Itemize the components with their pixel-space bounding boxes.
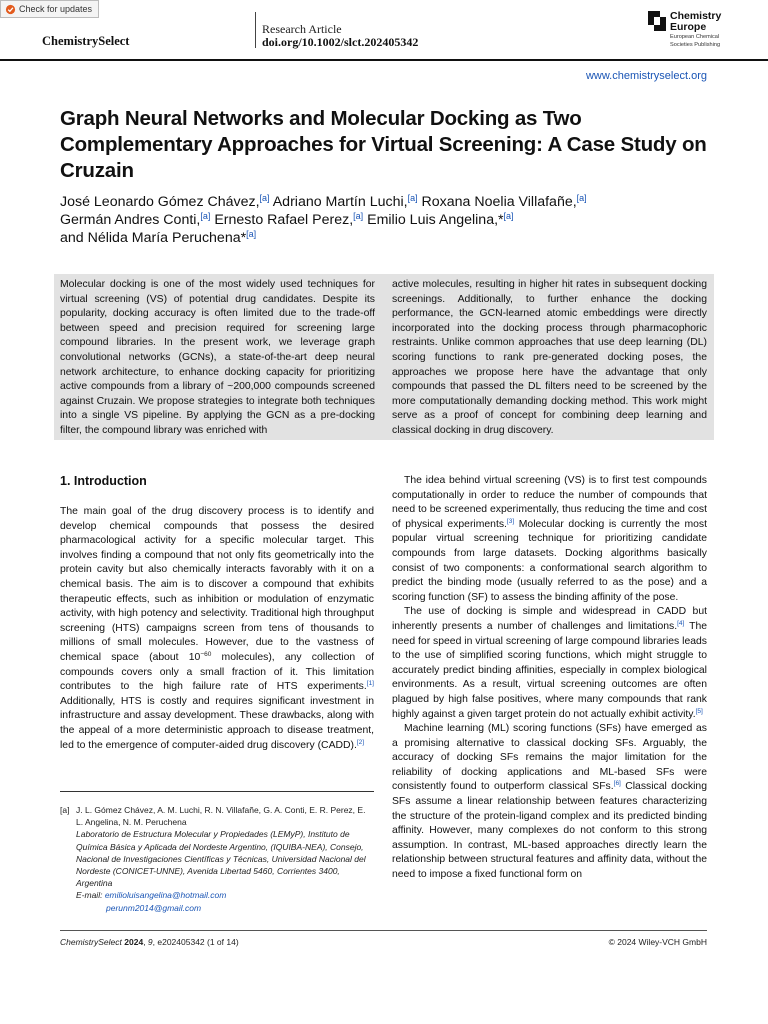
author-affiliation-link[interactable]: [a] <box>246 229 257 239</box>
footer-copyright: © 2024 Wiley-VCH GmbH <box>608 937 707 947</box>
paragraph <box>392 474 707 605</box>
citation-link[interactable]: [3] <box>506 517 515 525</box>
paragraph <box>392 722 707 883</box>
affiliation-footnote <box>60 804 374 914</box>
email-link[interactable]: perunm2014@gmail.com <box>106 902 202 913</box>
text-run: The idea behind virtual screening (VS) is to first test compounds computationally in order to reduce the number of compounds that need to be screened experimentally, thus reducing the time and cost of physical experiments. <box>392 475 707 530</box>
text-run: Additionally, HTS is costly and requires significant investment in infrastructure and assay development. These drawbacks, along with the appeal of a more deterministic approach to disease treatment, led to the emergence of computer-aided drug discovery (CADD). <box>60 695 374 751</box>
publisher-logo[interactable] <box>648 11 721 48</box>
check-updates-icon <box>5 4 16 15</box>
footer-citation: ChemistrySelect 2024, 9, e202405342 (1 of 14) <box>60 937 239 947</box>
citation-link[interactable]: [4] <box>677 619 685 627</box>
author-name: Adriano Martín Luchi, <box>272 194 408 210</box>
header-divider <box>255 12 256 48</box>
footer-article-number: , e202405342 (1 of 14) <box>152 937 239 947</box>
citation-link[interactable]: [1] <box>366 680 374 688</box>
author-affiliation-link[interactable]: [a] <box>200 211 211 221</box>
header-rule <box>0 59 768 61</box>
author-affiliation-link[interactable]: [a] <box>407 193 418 203</box>
citation-link[interactable]: [6] <box>613 780 621 788</box>
text-run: Machine learning (ML) scoring functions (SFs) have emerged as a promising alternative to classical docking SFs. Arguably, the accuracy of docking SFs remains the major limitation for the reliability of docking applications and ML-based SFs were consistently found to outperform classical SFs. <box>392 723 707 793</box>
author-name: Ernesto Rafael Perez, <box>214 212 354 228</box>
text-run: The use of docking is simple and widespread in CADD but inherently presents a number of challenges and limitations. <box>392 606 707 632</box>
email-label: E-mail: <box>76 890 105 901</box>
exponent: −60 <box>200 650 212 658</box>
citation-link[interactable]: [2] <box>356 738 365 746</box>
footnote-tag: [a] <box>60 805 70 815</box>
text-run: Molecular docking is currently the most popular virtual screening technique for prioritizing candidate compounds from large datasets. Docking algorithms basically consist of two components: a conformational search algorithm to predict the binding mode (usually referred to as the pose) and a scoring function (SF) to assess the binding affinity of the pose. <box>392 518 707 603</box>
text-run: The need for speed in virtual screening of large compound libraries leads to the use of simplified scoring functions, which might struggle to accurately predict binding affinities, especially in complex biological environments. As a result, virtual screening outcomes are often plagued by high false positives, where many compounds that rank highly against a given target protein do not actually exhibit activity. <box>392 620 707 720</box>
text-run: molecules), any collection of compounds covers only a small fraction of it. This limitation contributes to the high failure rate of HTS experiments. <box>60 651 374 693</box>
author-list <box>60 193 720 247</box>
text-run: The main goal of the drug discovery process is to identify and develop chemical compounds that possess the desired pharmacological activity for a specific molecular target. This involves finding a compound that not only fits geometrically into the protein cavity but also chemically interacts favorably with it on a chemical basis. The aim is to discover a compound that exhibits therapeutic effects, such as inhibition or modulation of enzymatic activity, with high potency and selectivity. Traditional high throughput screening (HTS) campaigns screen from tens of thousands to millions of small molecules. However, due to the vastness of chemical space (about 10 <box>60 506 374 663</box>
footer-year: 2024 <box>124 937 144 947</box>
publisher-sub-line2: Societies Publishing <box>670 41 721 48</box>
check-updates-label: Check for updates <box>19 4 93 14</box>
intro-right-column <box>392 474 707 883</box>
author-name: José Leonardo Gómez Chávez, <box>60 194 260 210</box>
check-for-updates-button[interactable] <box>0 0 99 18</box>
publisher-name-line2: Europe <box>670 21 707 33</box>
article-title: Graph Neural Networks and Molecular Docking as Two Complementary Approaches for Virtual Screening: A Case Study on Cruzain <box>60 107 707 182</box>
email-link[interactable]: emilioluisangelina@hotmail.com <box>104 890 227 901</box>
footnote-affiliation: Laboratorio de Estructura Molecular y Propiedades (LEMyP), Instituto de Química Básica y Aplicada del Nordeste Argentino, (IQUIBA-NEA), Consejo, Nacional de Investigaciones Científicas y Técnicas, Universidad Nacional del Nordeste (CONICET-UNNE), Avenida Libertad 5460, Corrientes 3400, Argentina <box>76 829 366 889</box>
article-type: Research Article <box>262 22 342 36</box>
author-affiliation-link[interactable]: [a] <box>576 193 587 203</box>
abstract-left-column: Molecular docking is one of the most widely used techniques for virtual screening (VS) of potential drug candidates. Despite its popularity, docking accuracy is often limited due to the trade-off between speed and precision required for screening large compound libraries. In the present work, we leverage graph convolutional networks (GCNs), a state-of-the-art deep neural network architecture, to enhance docking capacity for prioritizing active compounds from a library of ~200,000 compounds screened against Cruzain. We propose strategies to integrate both techniques into a single VS pipeline. By applying the GCN as a pre-docking filter, the compound library was enriched with <box>60 279 375 436</box>
chemistry-europe-logo-icon <box>648 11 666 31</box>
section-heading-introduction: 1. Introduction <box>60 474 147 488</box>
footer-journal: ChemistrySelect <box>60 937 122 947</box>
journal-name: ChemistrySelect <box>42 34 130 48</box>
author-name: Germán Andres Conti, <box>60 212 201 228</box>
doi-link[interactable]: doi.org/10.1002/slct.202405342 <box>262 35 419 49</box>
author-name: and Nélida María Peruchena* <box>60 230 247 246</box>
author-affiliation-link[interactable]: [a] <box>259 193 270 203</box>
text-run: Classical docking SFs assume a linear relationship between features characterizing the structure of the protein-ligand complex and its predicted binding affinity. However, many complexes do not conform to this strong assumption. In contrast, ML-based approaches directly learn the relationship between structural features and affinity data, without the need to impose a fixed functional form on <box>392 781 707 881</box>
intro-left-column <box>60 505 374 753</box>
footer-rule <box>60 930 707 931</box>
publisher-sub-line1: European Chemical <box>670 34 720 40</box>
abstract-box <box>54 274 714 440</box>
author-name: Emilio Luis Angelina,* <box>367 212 504 228</box>
paragraph <box>392 605 707 722</box>
footnote-author-names: J. L. Gómez Chávez, A. M. Luchi, R. N. Villafañe, G. A. Conti, E. R. Perez, E. L. Angelina, N. M. Peruchena <box>76 805 366 828</box>
abstract-right-column: active molecules, resulting in higher hit rates in subsequent docking screenings. Additionally, to further enhance the docking performance, the GCN-learned atomic embeddings were directly incorporated into the docking process through pharmacophoric restraints. Unlike common approaches that use deep learning (DL) scoring functions to rank pre-generated docking poses, the approaches we propose here have the advantage that only compounds that passed the DL filters need to be screened by the more computationally demanding docking method. This work might serve as a proof of concept for combining deep learning and classical docking in drug discovery. <box>392 279 707 436</box>
footer-volume: 9 <box>147 937 153 947</box>
paragraph <box>60 505 374 753</box>
author-affiliation-link[interactable]: [a] <box>353 211 364 221</box>
citation-link[interactable]: [5] <box>695 707 703 715</box>
publisher-name-line1: Chemistry <box>670 10 722 22</box>
author-name: Roxana Noelia Villafañe, <box>421 194 577 210</box>
journal-website-link[interactable]: www.chemistryselect.org <box>585 70 707 82</box>
author-affiliation-link[interactable]: [a] <box>503 211 514 221</box>
footnote-rule <box>60 791 374 792</box>
